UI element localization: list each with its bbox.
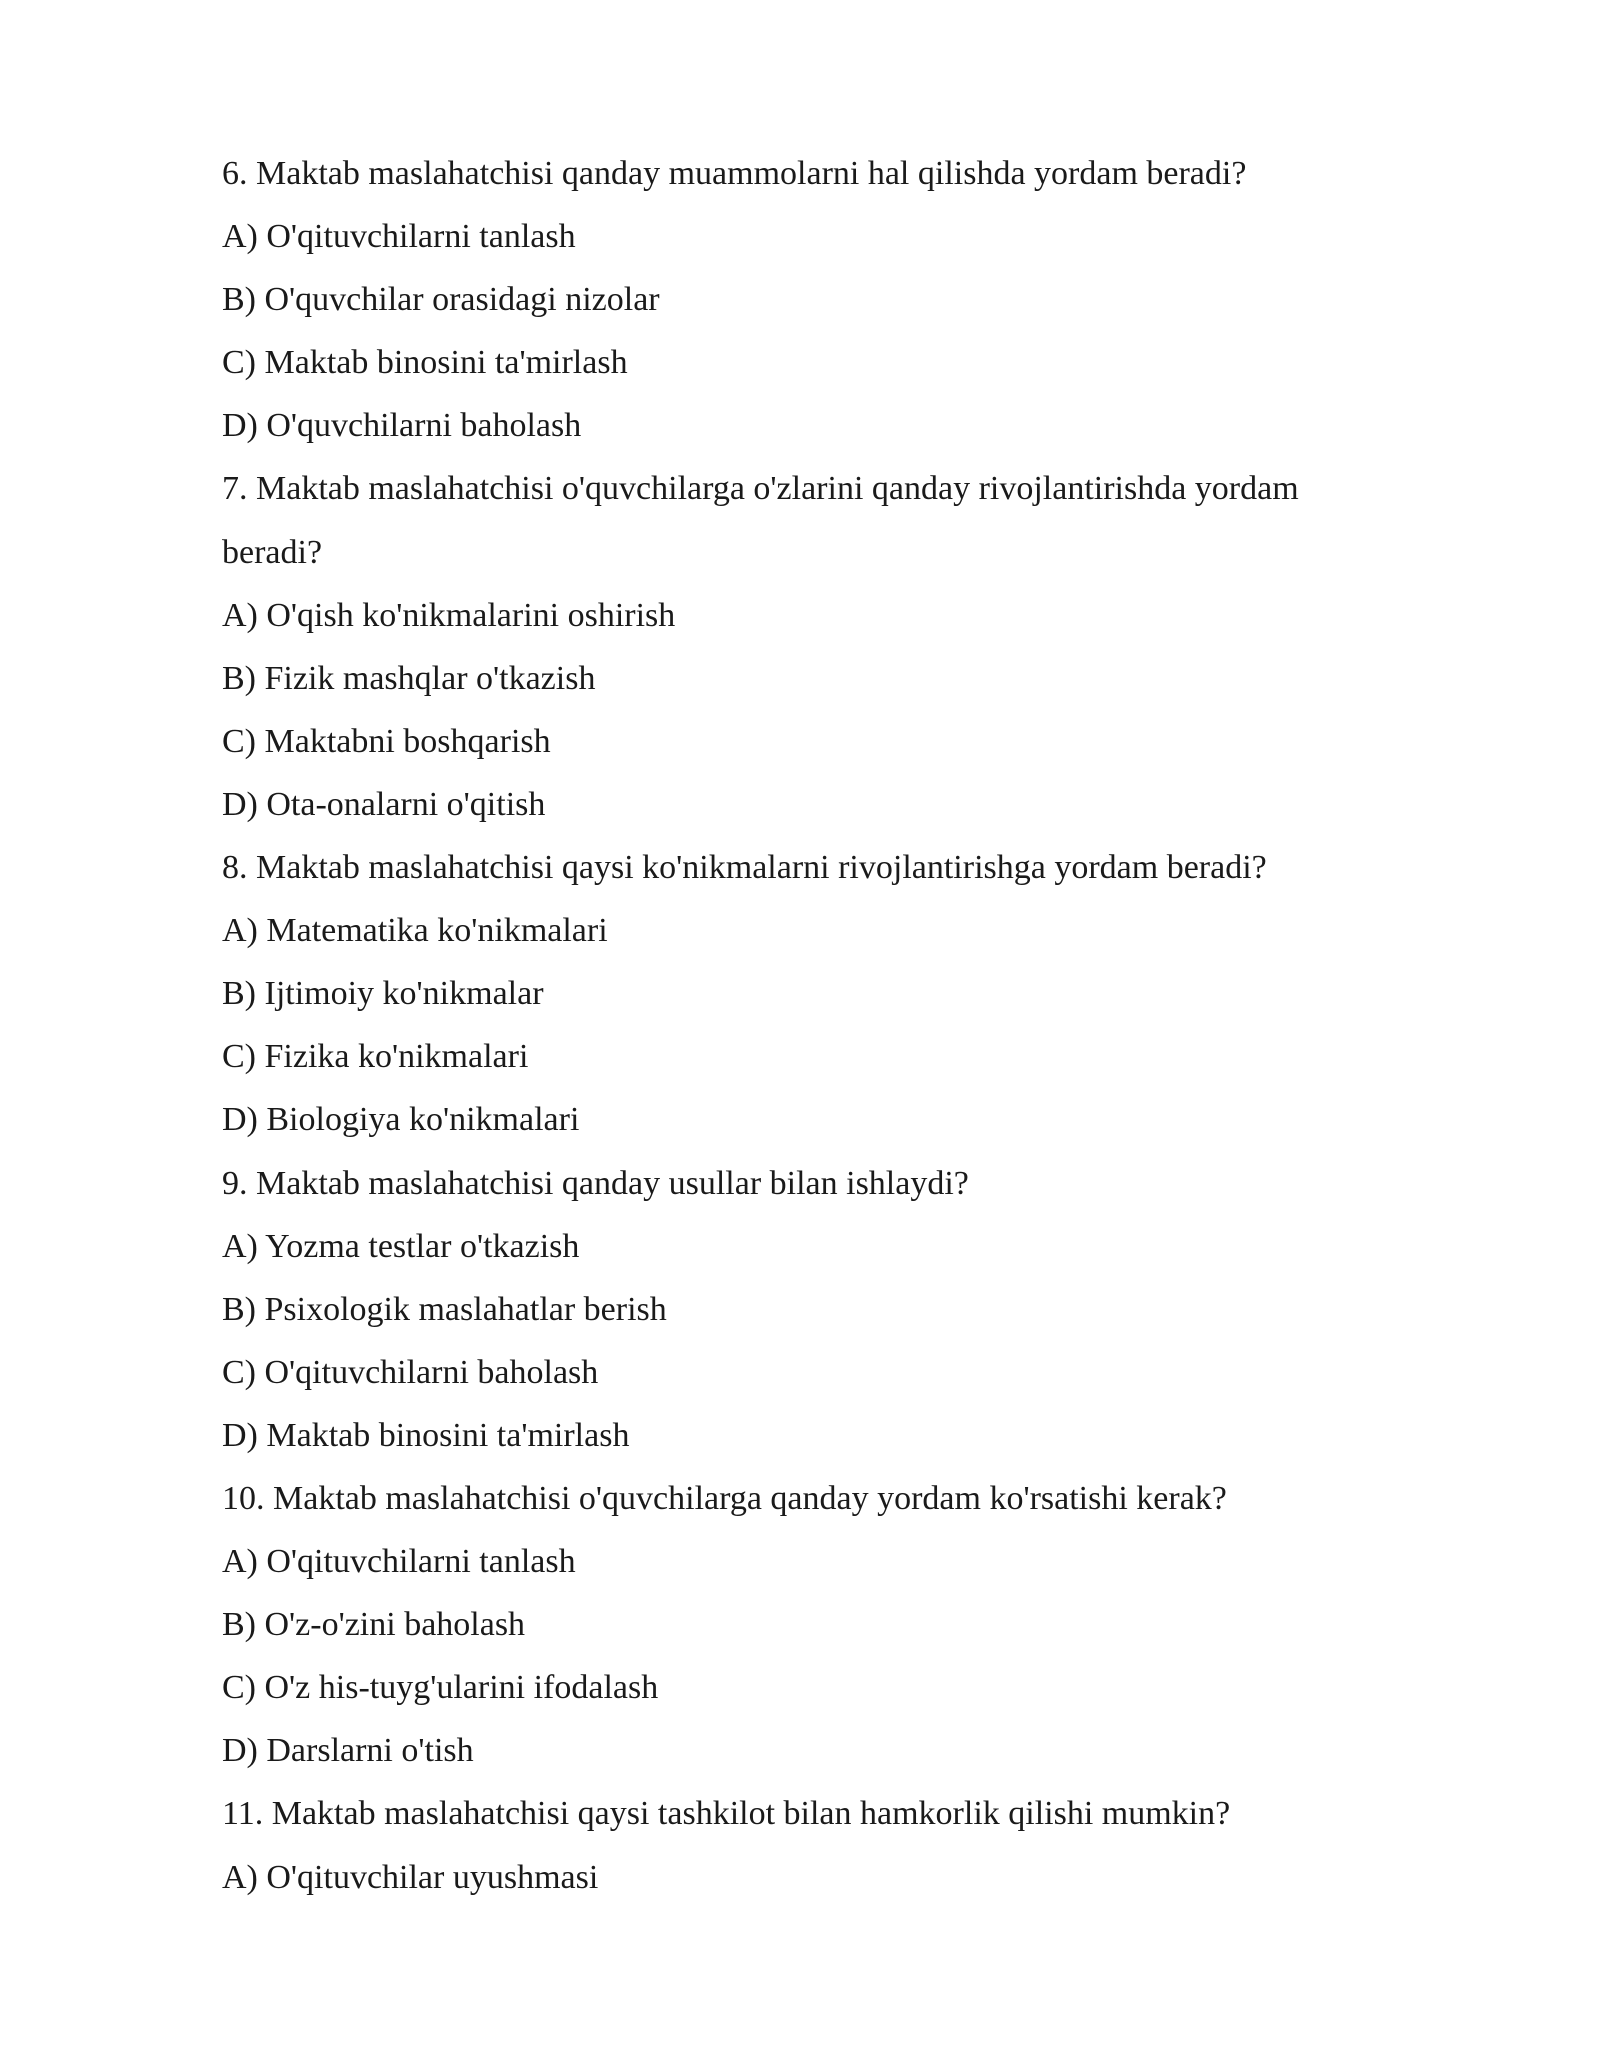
answer-option: A) Matematika ko'nikmalari	[222, 912, 608, 950]
question-text: 11. Maktab maslahatchisi qaysi tashkilot bilan hamkorlik qilishi mumkin?	[222, 1795, 1231, 1833]
question-text: 7. Maktab maslahatchisi o'quvchilarga o'zlarini qanday rivojlantirishda yordam	[222, 470, 1299, 508]
answer-option: A) O'qish ko'nikmalarini oshirish	[222, 596, 676, 634]
answer-option: C) Fizika ko'nikmalari	[222, 1038, 529, 1076]
question-text: 9. Maktab maslahatchisi qanday usullar bilan ishlaydi?	[222, 1164, 969, 1202]
answer-option: A) Yozma testlar o'tkazish	[222, 1227, 580, 1265]
answer-option: B) Psixologik maslahatlar berish	[222, 1290, 667, 1328]
answer-option: C) O'qituvchilarni baholash	[222, 1353, 599, 1391]
answer-option: B) O'quvchilar orasidagi nizolar	[222, 281, 660, 319]
answer-option: C) Maktab binosini ta'mirlash	[222, 344, 628, 382]
answer-option: B) Fizik mashqlar o'tkazish	[222, 659, 596, 697]
question-text-continuation: beradi?	[222, 533, 323, 571]
answer-option: D) Maktab binosini ta'mirlash	[222, 1416, 630, 1454]
answer-option: B) O'z-o'zini baholash	[222, 1606, 526, 1644]
answer-option: D) O'quvchilarni baholash	[222, 407, 582, 445]
answer-option: D) Ota-onalarni o'qitish	[222, 785, 546, 823]
question-9	[222, 1152, 1402, 1467]
question-text: 6. Maktab maslahatchisi qanday muammolarni hal qilishda yordam beradi?	[222, 155, 1247, 192]
question-6	[222, 142, 1402, 457]
question-10	[222, 1467, 1402, 1782]
question-8	[222, 836, 1402, 1151]
question-7	[222, 457, 1402, 836]
document-page	[222, 142, 1402, 1909]
answer-option: A) O'qituvchilarni tanlash	[222, 1543, 576, 1581]
answer-option: A) O'qituvchilarni tanlash	[222, 218, 576, 256]
question-text: 10. Maktab maslahatchisi o'quvchilarga qanday yordam ko'rsatishi kerak?	[222, 1479, 1227, 1517]
answer-option: B) Ijtimoiy ko'nikmalar	[222, 975, 544, 1013]
question-text: 8. Maktab maslahatchisi qaysi ko'nikmalarni rivojlantirishga yordam beradi?	[222, 849, 1267, 887]
answer-option: C) O'z his-tuyg'ularini ifodalash	[222, 1669, 659, 1707]
answer-option: A) O'qituvchilar uyushmasi	[222, 1858, 599, 1896]
question-11	[222, 1782, 1402, 1908]
answer-option: C) Maktabni boshqarish	[222, 722, 551, 760]
answer-option: D) Darslarni o'tish	[222, 1732, 474, 1770]
answer-option: D) Biologiya ko'nikmalari	[222, 1101, 580, 1139]
